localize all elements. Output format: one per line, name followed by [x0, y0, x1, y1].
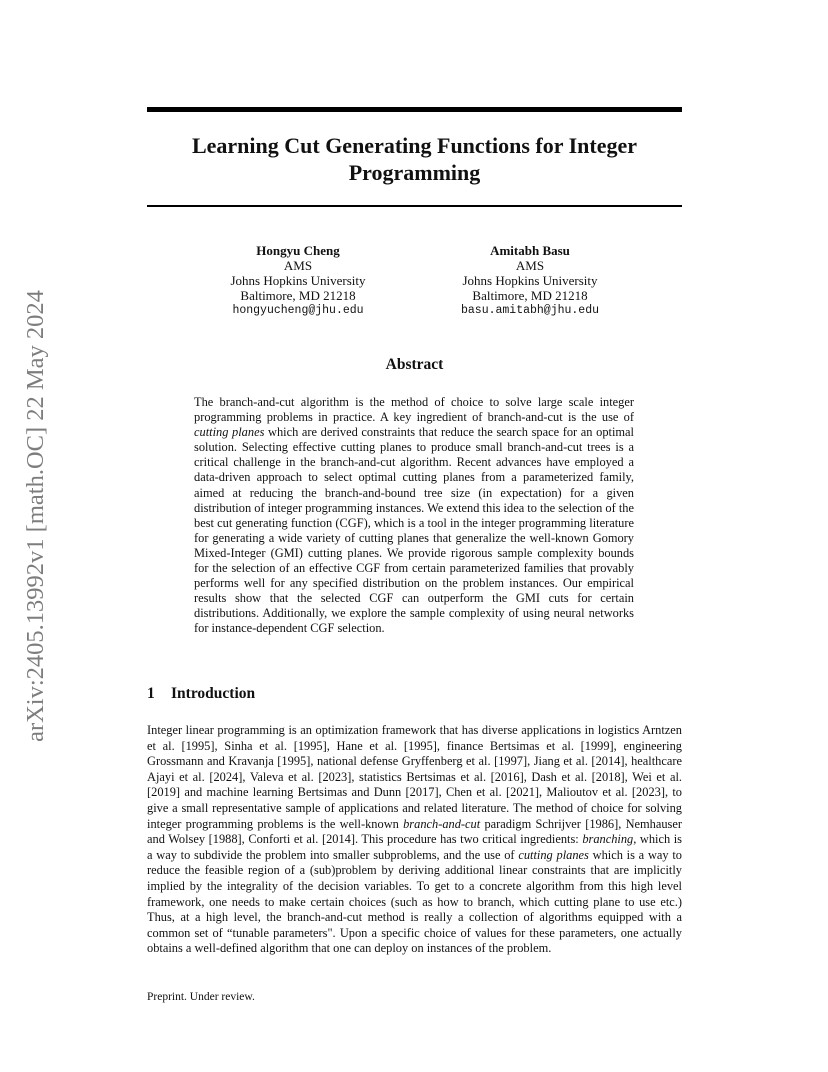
emphasis: branch-and-cut	[403, 816, 481, 831]
emphasis: cutting planes	[518, 847, 589, 862]
title-top-rule	[147, 107, 682, 112]
introduction-paragraph: Integer linear programming is an optimization framework that has diverse applications in logistics Arntzen et al. [1995], Sinha et al. [1995], Hane et al. [1995], finance Bertsimas et al. [1999], engineering Grossmann and Kravanja [1995], national defense Gryffenberg et al. [1997], Jiang et al. [2014], healthcare Ajayi et al. [2024], Valeva et al. [2023], statistics Bertsimas et al. [2016], Dash et al. [2018], Wei et al. [2019] and machine learning Bertsimas and Dunn [2017], Chen et al. [2021], Malioutov et al. [2023], to give a small representative sample of applications and related literature. The method of choice for solving integer programming problems is the well-known branch-and-cut paradigm Schrijver [1986], Nemhauser and Wolsey [1988], Conforti et al. [2014]. This procedure has two critical ingredients: branching, which is a way to subdivide the problem into smaller subproblems, and the use of cutting planes which is a way to reduce the feasible region of a (sub)problem by deriving additional linear constraints that are implicitly implied by the integrality of the decision variables. To get to a concrete algorithm from this high level framework, one needs to make certain choices (such as how to branch, which cutting plane to use etc.) Thus, at a high level, the branch-and-cut method is really a collection of algorithms equipped with a common set of “tunable parameters". Upon a specific choice of values for these parameters, one actually obtains a well-defined algorithm that one can deploy on instances of the problem.	[147, 723, 683, 956]
arxiv-identifier-stamp	[20, 260, 52, 772]
section-title: Introduction	[171, 685, 256, 702]
emphasis: branching	[582, 832, 634, 847]
author-name: Hongyu Cheng	[256, 243, 340, 258]
author-dept: AMS	[283, 258, 313, 273]
section-heading	[147, 685, 255, 703]
title-bottom-rule	[147, 205, 682, 207]
arxiv-identifier-text: arXiv:2405.13992v1 [math.OC] 22 May 2024	[22, 290, 49, 742]
author-institution: Johns Hopkins University	[230, 273, 366, 288]
author-1	[183, 243, 413, 318]
abstract-text: The branch-and-cut algorithm is the method of choice to solve large scale integer programming problems in practice. A key ingredient of branch-and-cut is the use of cutting planes which are derived constraints that reduce the search space for an optimal solution. Selecting effective cutting planes to produce small branch-and-cut trees is a critical challenge in the branch-and-cut algorithm. Recent advances have employed a data-driven approach to select optimal cutting planes from a parameterized family, aimed at reducing the branch-and-bound tree size (in expectation) for a given distribution of integer programming instances. We extend this idea to the selection of the best cut generating function (CGF), which is a tool in the integer programming literature for generating a wide variety of cutting planes that generalize the well-known Gomory Mixed-Integer (GMI) cutting planes. We provide rigorous sample complexity bounds for the selection of an effective CGF from certain parameterized families that provably performs well for any specified distribution on the problem instances. Our empirical results show that the selected CGF can outperform the GMI cuts for certain distributions. Additionally, we explore the sample complexity of using neural networks for instance-dependent CGF selection.	[194, 395, 634, 636]
author-name: Amitabh Basu	[490, 243, 570, 258]
paper-title: Learning Cut Generating Functions for Integer Programming	[191, 133, 638, 185]
author-city: Baltimore, MD 21218	[472, 288, 588, 303]
emphasis: cutting planes	[194, 425, 265, 440]
author-email: hongyucheng@jhu.edu	[232, 304, 364, 317]
section-number: 1	[147, 685, 155, 702]
author-2	[415, 243, 645, 318]
author-dept: AMS	[515, 258, 545, 273]
author-institution: Johns Hopkins University	[462, 273, 598, 288]
author-city: Baltimore, MD 21218	[240, 288, 356, 303]
preprint-footer: Preprint. Under review.	[147, 991, 255, 1003]
author-email: basu.amitabh@jhu.edu	[460, 304, 600, 317]
abstract-heading: Abstract	[385, 356, 444, 373]
